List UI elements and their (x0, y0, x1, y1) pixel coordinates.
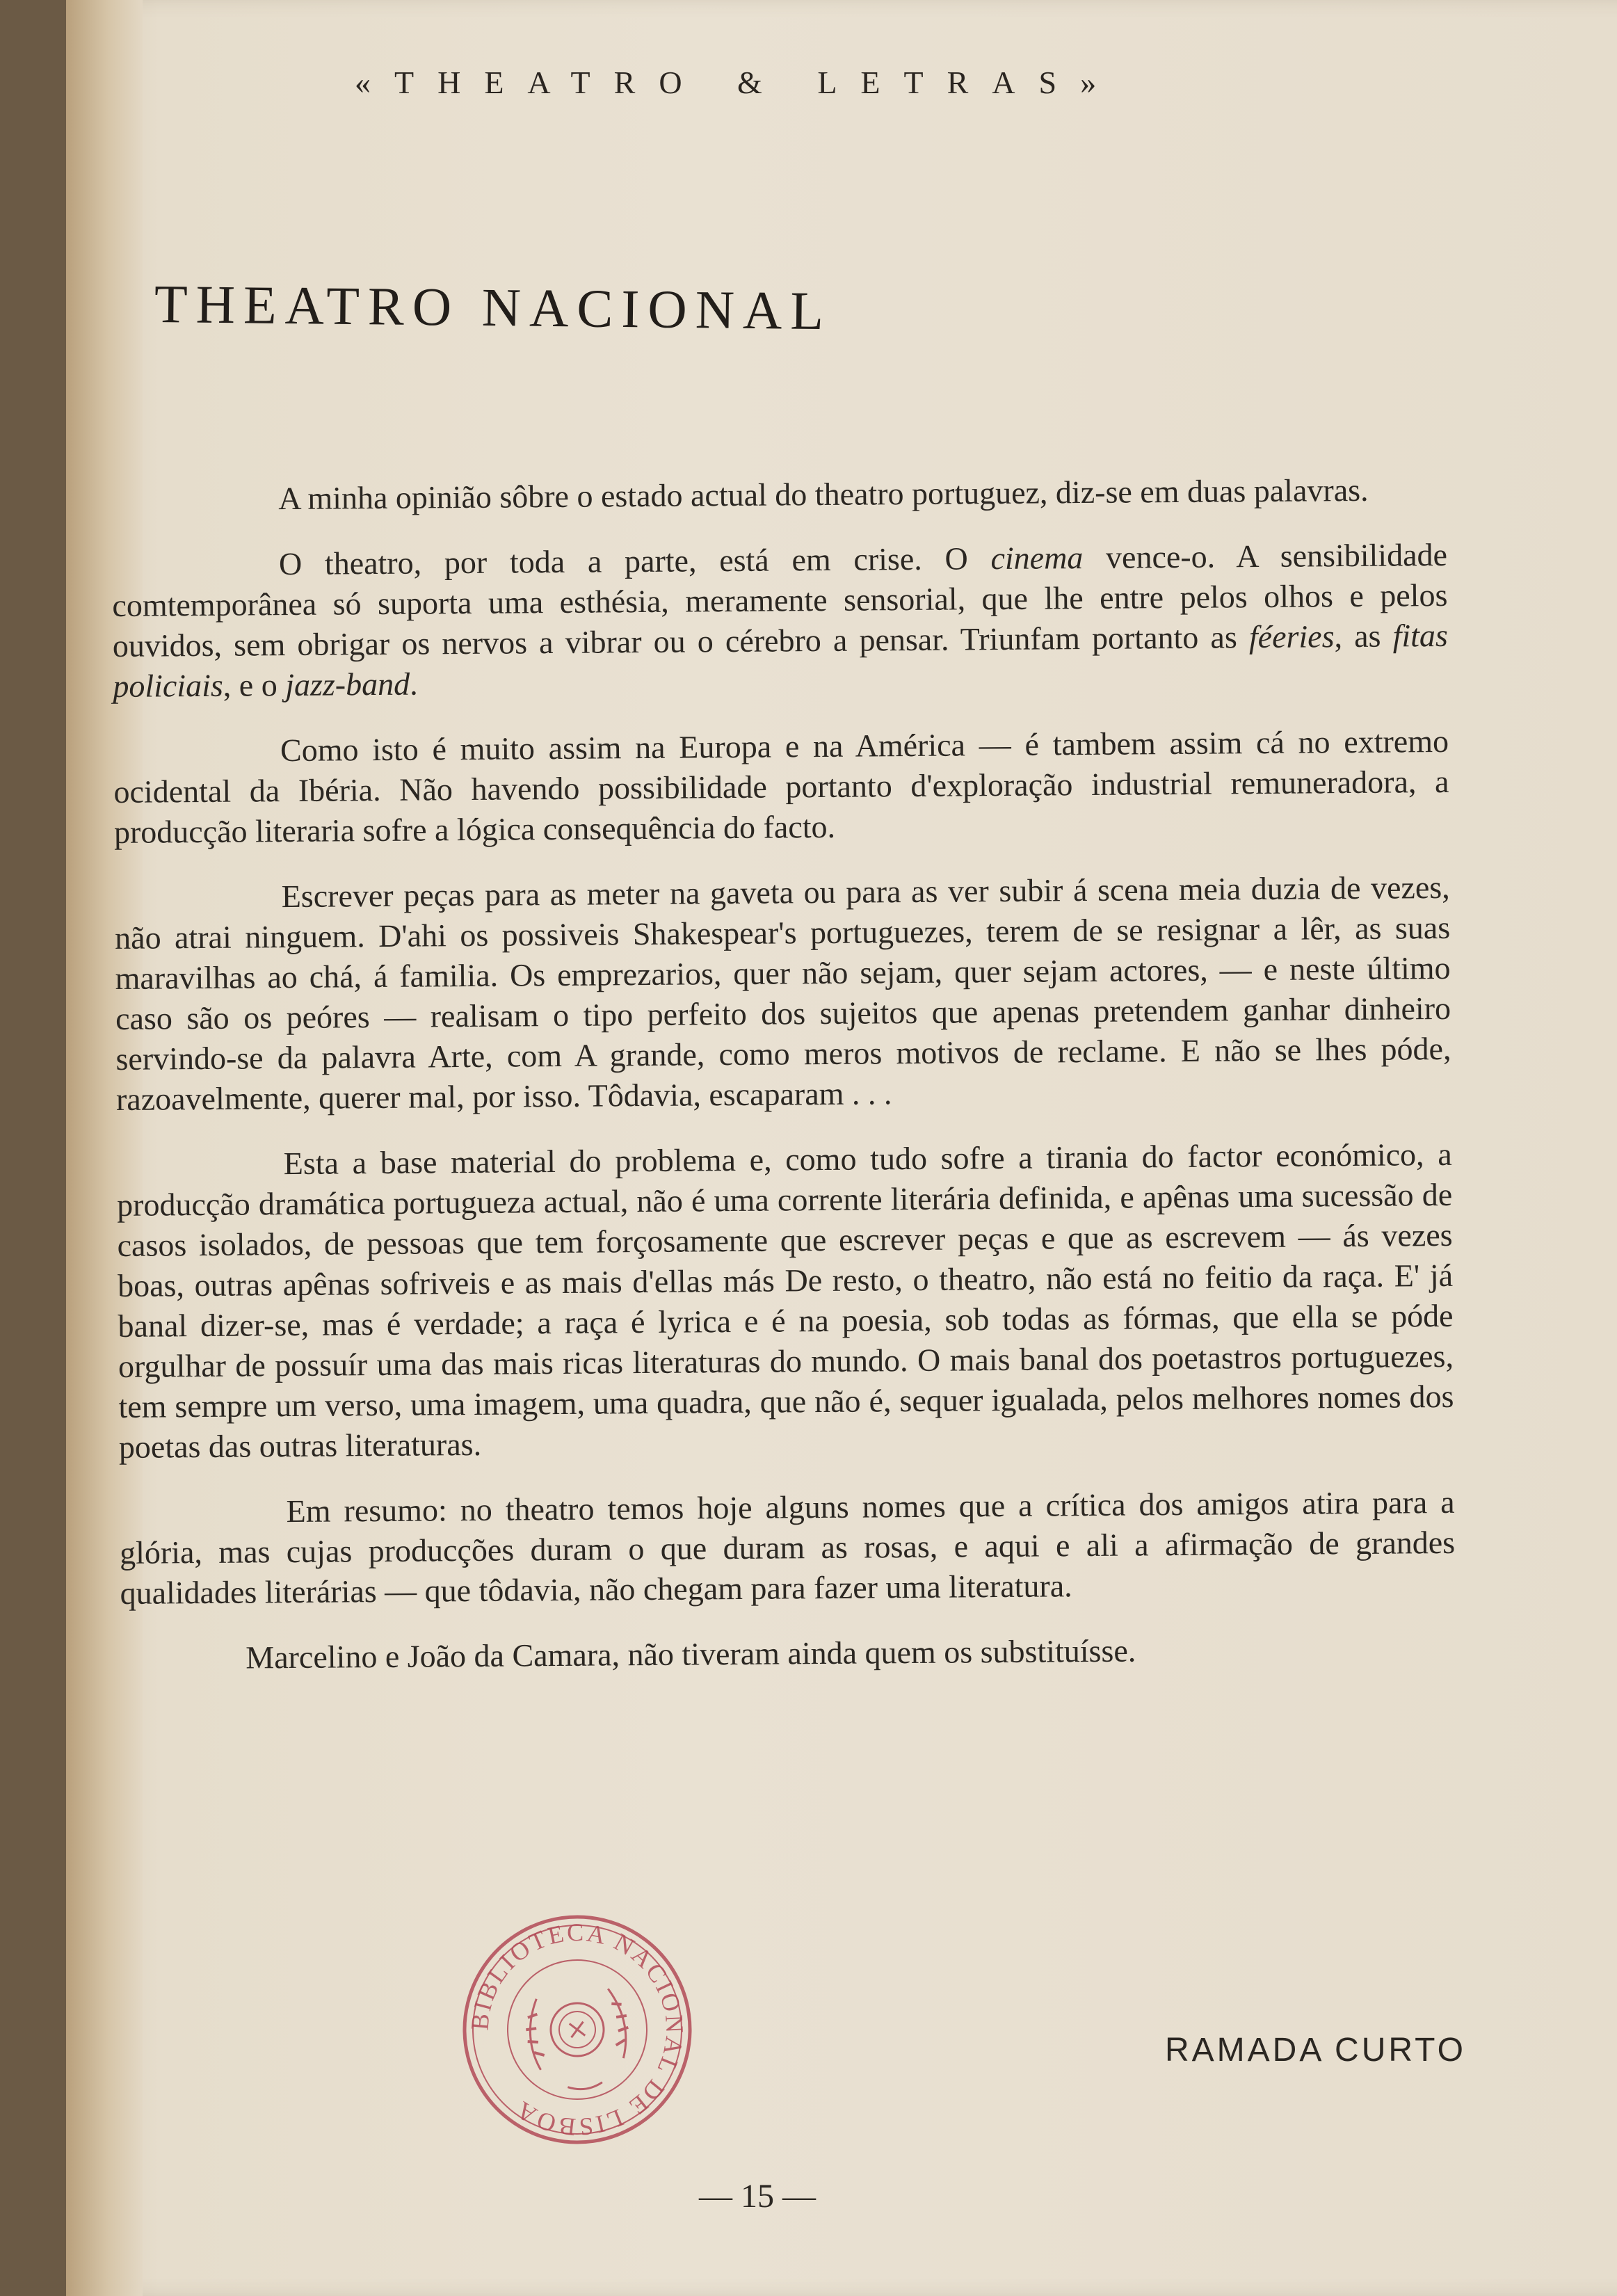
paragraph-2-text-c: , as (1334, 618, 1393, 655)
italic-fitas-policiais: fitas policiais (113, 617, 1449, 704)
paragraph-7: Marcelino e João da Camara, não tiveram ainda quem os substituísse. (246, 1632, 1136, 1676)
paragraph-2-text-a: O theatro, por toda a parte, está em crise. O (278, 540, 991, 582)
paragraph-1: A minha opinião sôbre o estado actual do theatro portuguez, diz-se em duas palavras. (278, 472, 1369, 517)
paragraph-2-text-b: vence-o. A sensibilidade comtemporânea só suporta uma esthésia, meramente sensorial, que lhe entre pelos olhos e pelos ouvidos, sem obrigar os nervos a vibrar ou o cérebro a pensar. Triunfam portanto as (112, 536, 1448, 664)
paragraph-6: Em resumo: no theatro temos hoje alguns nomes que a crítica dos amigos atira para a glória, mas cujas producções duram o que duram as rosas, e aqui e ali a afirmação de grandes qualidades literárias — que tôdavia, não chegam para fazer uma literatura. (119, 1484, 1456, 1611)
paragraph-2-text-d: , e o (223, 667, 286, 703)
running-header: «THEATRO & LETRAS» (355, 65, 1120, 100)
author-signature: RAMADA CURTO (1165, 2032, 1466, 2069)
library-stamp-text: BIBLIOTECA NACIONAL DE LISBOA (465, 1918, 689, 2142)
italic-jazz-band: jazz-band (284, 666, 410, 703)
library-stamp (444, 1896, 711, 2163)
paragraph-2 (112, 535, 1449, 707)
paragraph-3: Como isto é muito assim na Europa e na América — é tambem assim cá no extremo ocidental da Ibéria. Não havendo possibilidade portanto d'exploração industrial remuneradora, a producção literaria sofre a lógica consequência do facto. (113, 723, 1449, 850)
library-stamp-seal-icon (444, 1896, 711, 2163)
article-body (111, 469, 1456, 1704)
paragraph-2-text-e: . (409, 666, 418, 702)
paragraph-4: Escrever peças para as meter na gaveta ou para as ver subir á scena meia duzia de vezes, não atrai ninguem. D'ahi os possiveis Shakespear's portuguezes, terem de se resignar a lêr, as suas maravilhas ao chá, á familia. Os emprezarios, quer não sejam, quer sejam actores, — e neste último caso são os peóres — realisam o tipo perfeito dos sujeitos que apenas pretendem ganhar dinheiro servindo-se da palavra Arte, com A grande, como meros motivos de reclame. E não se lhes póde, razoavelmente, querer mal, por isso. Tôdavia, escaparam . . . (114, 869, 1451, 1117)
page-number: — 15 — (699, 2178, 816, 2215)
paragraph-5: Esta a base material do problema e, como tudo sofre a tirania do factor económico, a producção dramática portugueza actual, não é uma corrente literária definida, e apênas uma sucessão de casos isolados, de pessoas que tem forçosamente que escrever peças e que as escrevem — ás vezes boas, outras apênas sofriveis e as mais d'ellas más De resto, o theatro, não está no feitio da raça. E' já banal dizer-se, mas é verdade; a raça é lyrica e é na poesia, sob todas as fórmas, que ella se póde orgulhar de possuír uma das mais ricas literaturas do mundo. O mais banal dos poetastros portuguezes, tem sempre um verso, uma imagem, uma quadra, que não é, sequer igualada, pelos melhores nomes dos poetas das outras literaturas. (116, 1136, 1454, 1465)
italic-feeries: féeries (1248, 618, 1335, 655)
article-title: THEATRO NACIONAL (154, 273, 832, 342)
italic-cinema: cinema (990, 540, 1084, 577)
